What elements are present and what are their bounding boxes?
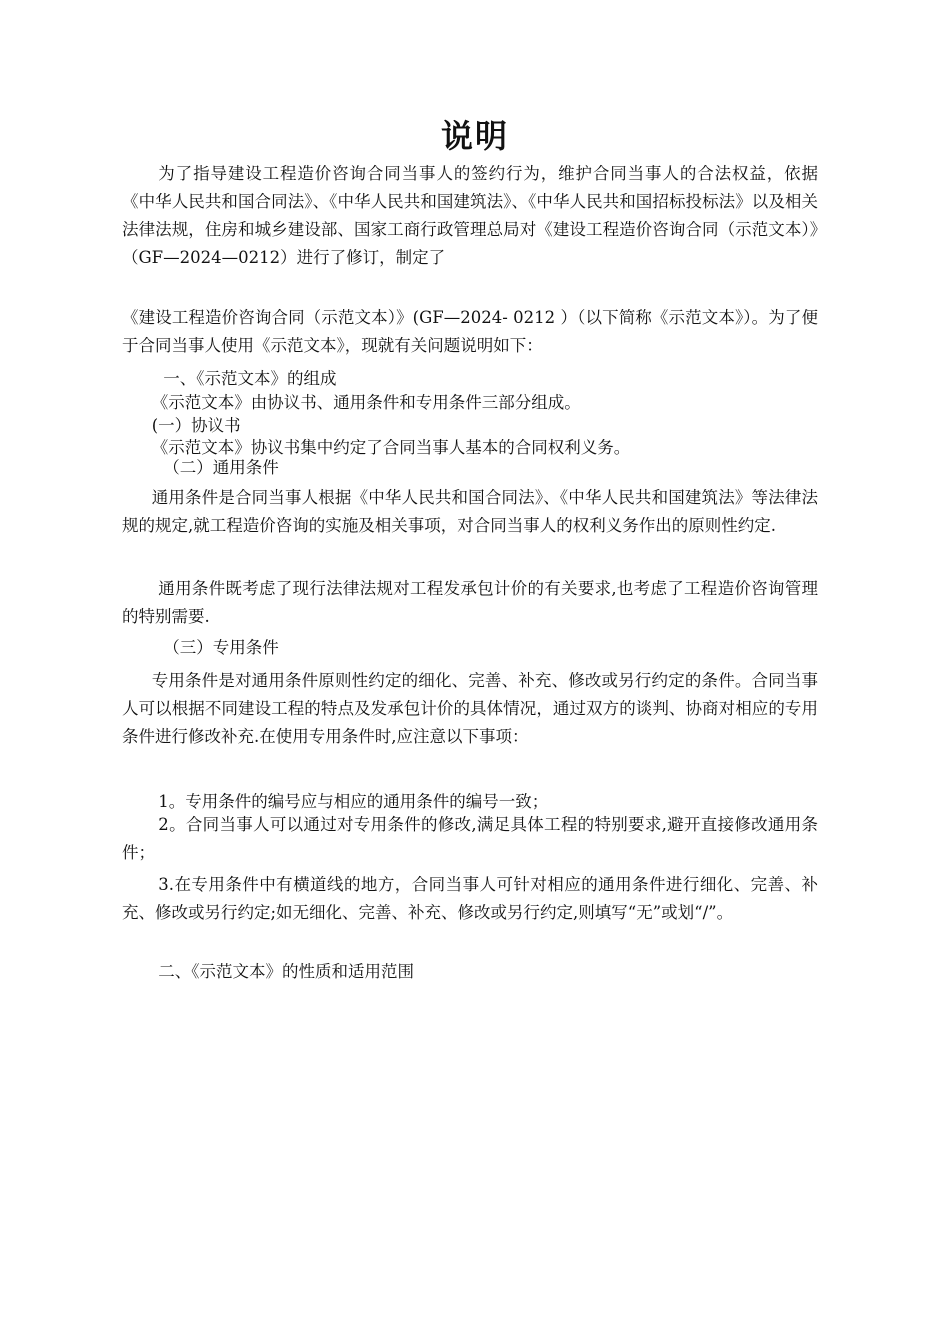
intro-paragraph: 为了指导建设工程造价咨询合同当事人的签约行为，维护合同当事人的合法权益，依据《中华人民共和国合同法》、《中华人民共和国建筑法》、《中华人民共和国招标投标法》以及相关法律法规，住房和城乡建设部、国家工商行政管理总局对《建设工程造价咨询合同（示范文本）》（GF—2024—0212）进行了修订，制定了: [122, 164, 818, 267]
note-item-1: 1。专用条件的编号应与相应的通用条件的编号一致；: [158, 792, 549, 811]
intro-continuation-paragraph: 《建设工程造价咨询合同（示范文本）》(GF—2024- 0212 ）（以下简称《示范文本》）。为了便于合同当事人使用《示范文本》，现就有关问题说明如下：: [122, 308, 818, 355]
subheading-special-conditions: （三）专用条件: [163, 638, 279, 657]
general-conditions-paragraph: 通用条件是合同当事人根据《中华人民共和国合同法》、《中华人民共和国建筑法》等法律法规的规定,就工程造价咨询的实施及相关事项，对合同当事人的权利义务作出的原则性约定.: [122, 488, 818, 535]
general-conditions-note-paragraph: 通用条件既考虑了现行法律法规对工程发承包计价的有关要求,也考虑了工程造价咨询管理的特别需要.: [122, 579, 818, 626]
subheading-general-conditions: （二）通用条件: [163, 458, 279, 477]
subheading-agreement: (一）协议书: [151, 416, 241, 435]
section-heading-composition: 一、《示范文本》的组成: [163, 369, 337, 388]
composition-paragraph: 《示范文本》由协议书、通用条件和专用条件三部分组成。: [151, 393, 581, 412]
page-title: 说明: [440, 117, 509, 155]
agreement-paragraph: 《示范文本》协议书集中约定了合同当事人基本的合同权利义务。: [151, 438, 631, 457]
note-item-3: 3.在专用条件中有横道线的地方，合同当事人可针对相应的通用条件进行细化、完善、补充、修改或另行约定;如无细化、完善、补充、修改或另行约定,则填写“无”或划“/”。: [122, 875, 818, 922]
special-conditions-paragraph: 专用条件是对通用条件原则性约定的细化、完善、补充、修改或另行约定的条件。合同当事人可以根据不同建设工程的特点及发承包计价的具体情况，通过双方的谈判、协商对相应的专用条件进行修改补充.在使用专用条件时,应注意以下事项：: [122, 671, 818, 746]
note-item-2: 2。合同当事人可以通过对专用条件的修改,满足具体工程的特别要求,避开直接修改通用条件；: [122, 815, 818, 862]
section-heading-nature-scope: 二、《示范文本》的性质和适用范围: [158, 962, 415, 981]
